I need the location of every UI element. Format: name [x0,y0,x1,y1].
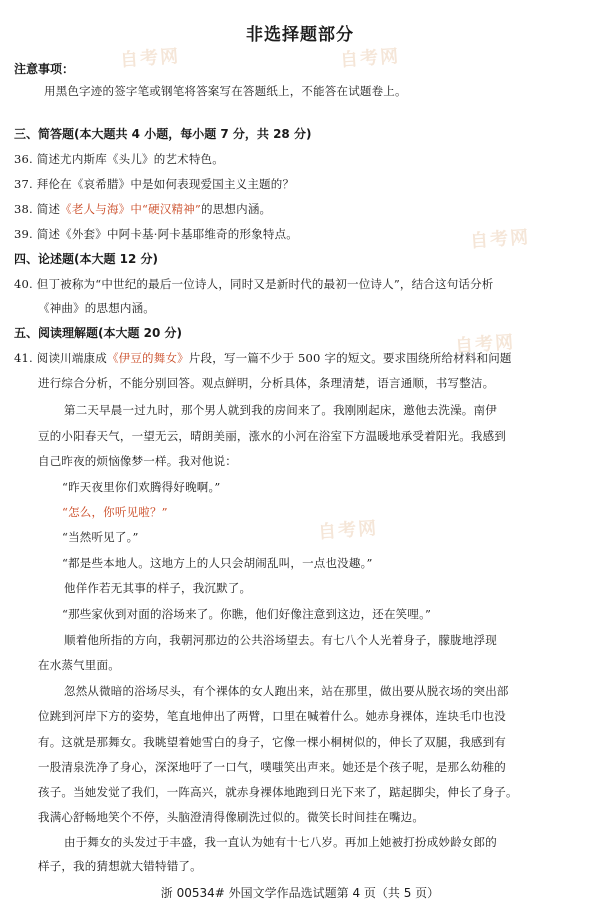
passage-line: 一股清泉洗净了身心，深深地吁了一口气，噗嗤笑出声来。她还是个孩子呢，是那么幼稚的 [38,760,506,774]
passage-line: 第二天早晨一过九时，那个男人就到我的房间来了。我刚刚起床，邀他去洗澡。南伊 [64,403,497,417]
watermark: 自考网 [469,226,531,253]
question-39: 39. 简述《外套》中阿卡基·阿卡基耶维奇的形象特点。 [14,227,298,241]
watermark: 自考网 [317,517,379,544]
page-title: 非选择题部分 [246,25,354,45]
question-41-instruction: 片段，写一篇不少于 500 字的短文。要求围绕所给材料和问题 [188,351,512,365]
notice-heading: 注意事项： [14,62,75,76]
question-41-book-title: 《伊豆的舞女》 [106,351,189,365]
passage-line: 样子，我的猜想就大错特错了。 [38,859,202,873]
passage-line: 有。这就是那舞女。我眺望着她雪白的身子，它像一棵小桐树似的，伸长了双腿，我感到有 [38,735,506,749]
watermark: 自考网 [119,45,181,72]
passage-line: “都是些本地人。这地方上的人只会胡闹乱叫，一点也没趣。” [62,556,373,570]
passage-line: 豆的小阳春天气，一望无云，晴朗美丽，涨水的小河在浴室下方温暖地承受着阳光。我感到 [38,429,506,443]
passage-line: 孩子。当她发觉了我们，一阵高兴，就赤身裸体地跑到日光下来了，踮起脚尖，伸长了身子。 [38,785,518,799]
question-38-suffix: 的思想内涵。 [201,202,272,216]
question-38-prefix: 38. 简述 [14,202,61,216]
question-41-line-1 [14,350,512,366]
question-37: 37. 拜伦在《哀希腊》中是如何表现爱国主义主题的？ [14,177,295,191]
section-4-heading: 四、论述题(本大题 12 分) [14,252,159,266]
question-41-line-2: 进行综合分析，不能分别回答。观点鲜明，分析具体，条理清楚，语言通顺，书写整洁。 [38,376,495,390]
passage-line: 位跳到河岸下方的姿势，笔直地伸出了两臂，口里在喊着什么。她赤身裸体，连块毛巾也没 [38,709,506,723]
page-footer: 浙 00534# 外国文学作品选试题第 4 页（共 5 页） [160,886,440,900]
question-36: 36. 简述尤内斯库《头儿》的艺术特色。 [14,152,224,166]
watermark: 自考网 [454,331,516,358]
passage-line: 自己昨夜的烦恼像梦一样。我对他说： [38,454,237,468]
passage-line: 忽然从微暗的浴场尽头，有个裸体的女人跑出来，站在那里，做出要从脱衣场的突出部 [64,684,509,698]
notice-text: 用黑色字迹的签字笔或钢笔将答案写在答题纸上，不能答在试题卷上。 [44,84,407,98]
passage-line: 由于舞女的头发过于丰盛，我一直认为她有十七八岁。再加上她被打扮成妙龄女郎的 [64,835,497,849]
question-40-line-1: 40. 但丁被称为“中世纪的最后一位诗人，同时又是新时代的最初一位诗人”，结合这句话分析 [14,277,494,291]
question-41-prefix: 41. 阅读川端康成 [14,351,107,365]
passage-line: 他佯作若无其事的样子，我沉默了。 [64,581,252,595]
section-3-heading: 三、简答题(本大题共 4 小题，每小题 7 分，共 28 分) [14,127,312,141]
passage-line: 顺着他所指的方向，我朝河那边的公共浴场望去。有七八个人光着身子，朦胧地浮现 [64,633,497,647]
question-40-line-2: 《神曲》的思想内涵。 [38,301,155,315]
passage-line: 在水蒸气里面。 [38,658,120,672]
passage-line: “怎么，你听见啦？” [62,505,168,519]
watermark: 自考网 [339,45,401,72]
question-38-highlight: 《老人与海》中“硬汉精神” [60,202,202,216]
passage-line: “那些家伙到对面的浴场来了。你瞧，他们好像注意到这边，还在笑哩。” [62,607,432,621]
passage-line: “昨天夜里你们欢腾得好晚啊。” [62,480,221,494]
passage-line: “当然听见了。” [62,530,139,544]
section-5-heading: 五、阅读理解题(本大题 20 分) [14,326,183,340]
question-38 [14,201,271,217]
passage-line: 我满心舒畅地笑个不停，头脑澄清得像刷洗过似的。微笑长时间挂在嘴边。 [38,810,425,824]
